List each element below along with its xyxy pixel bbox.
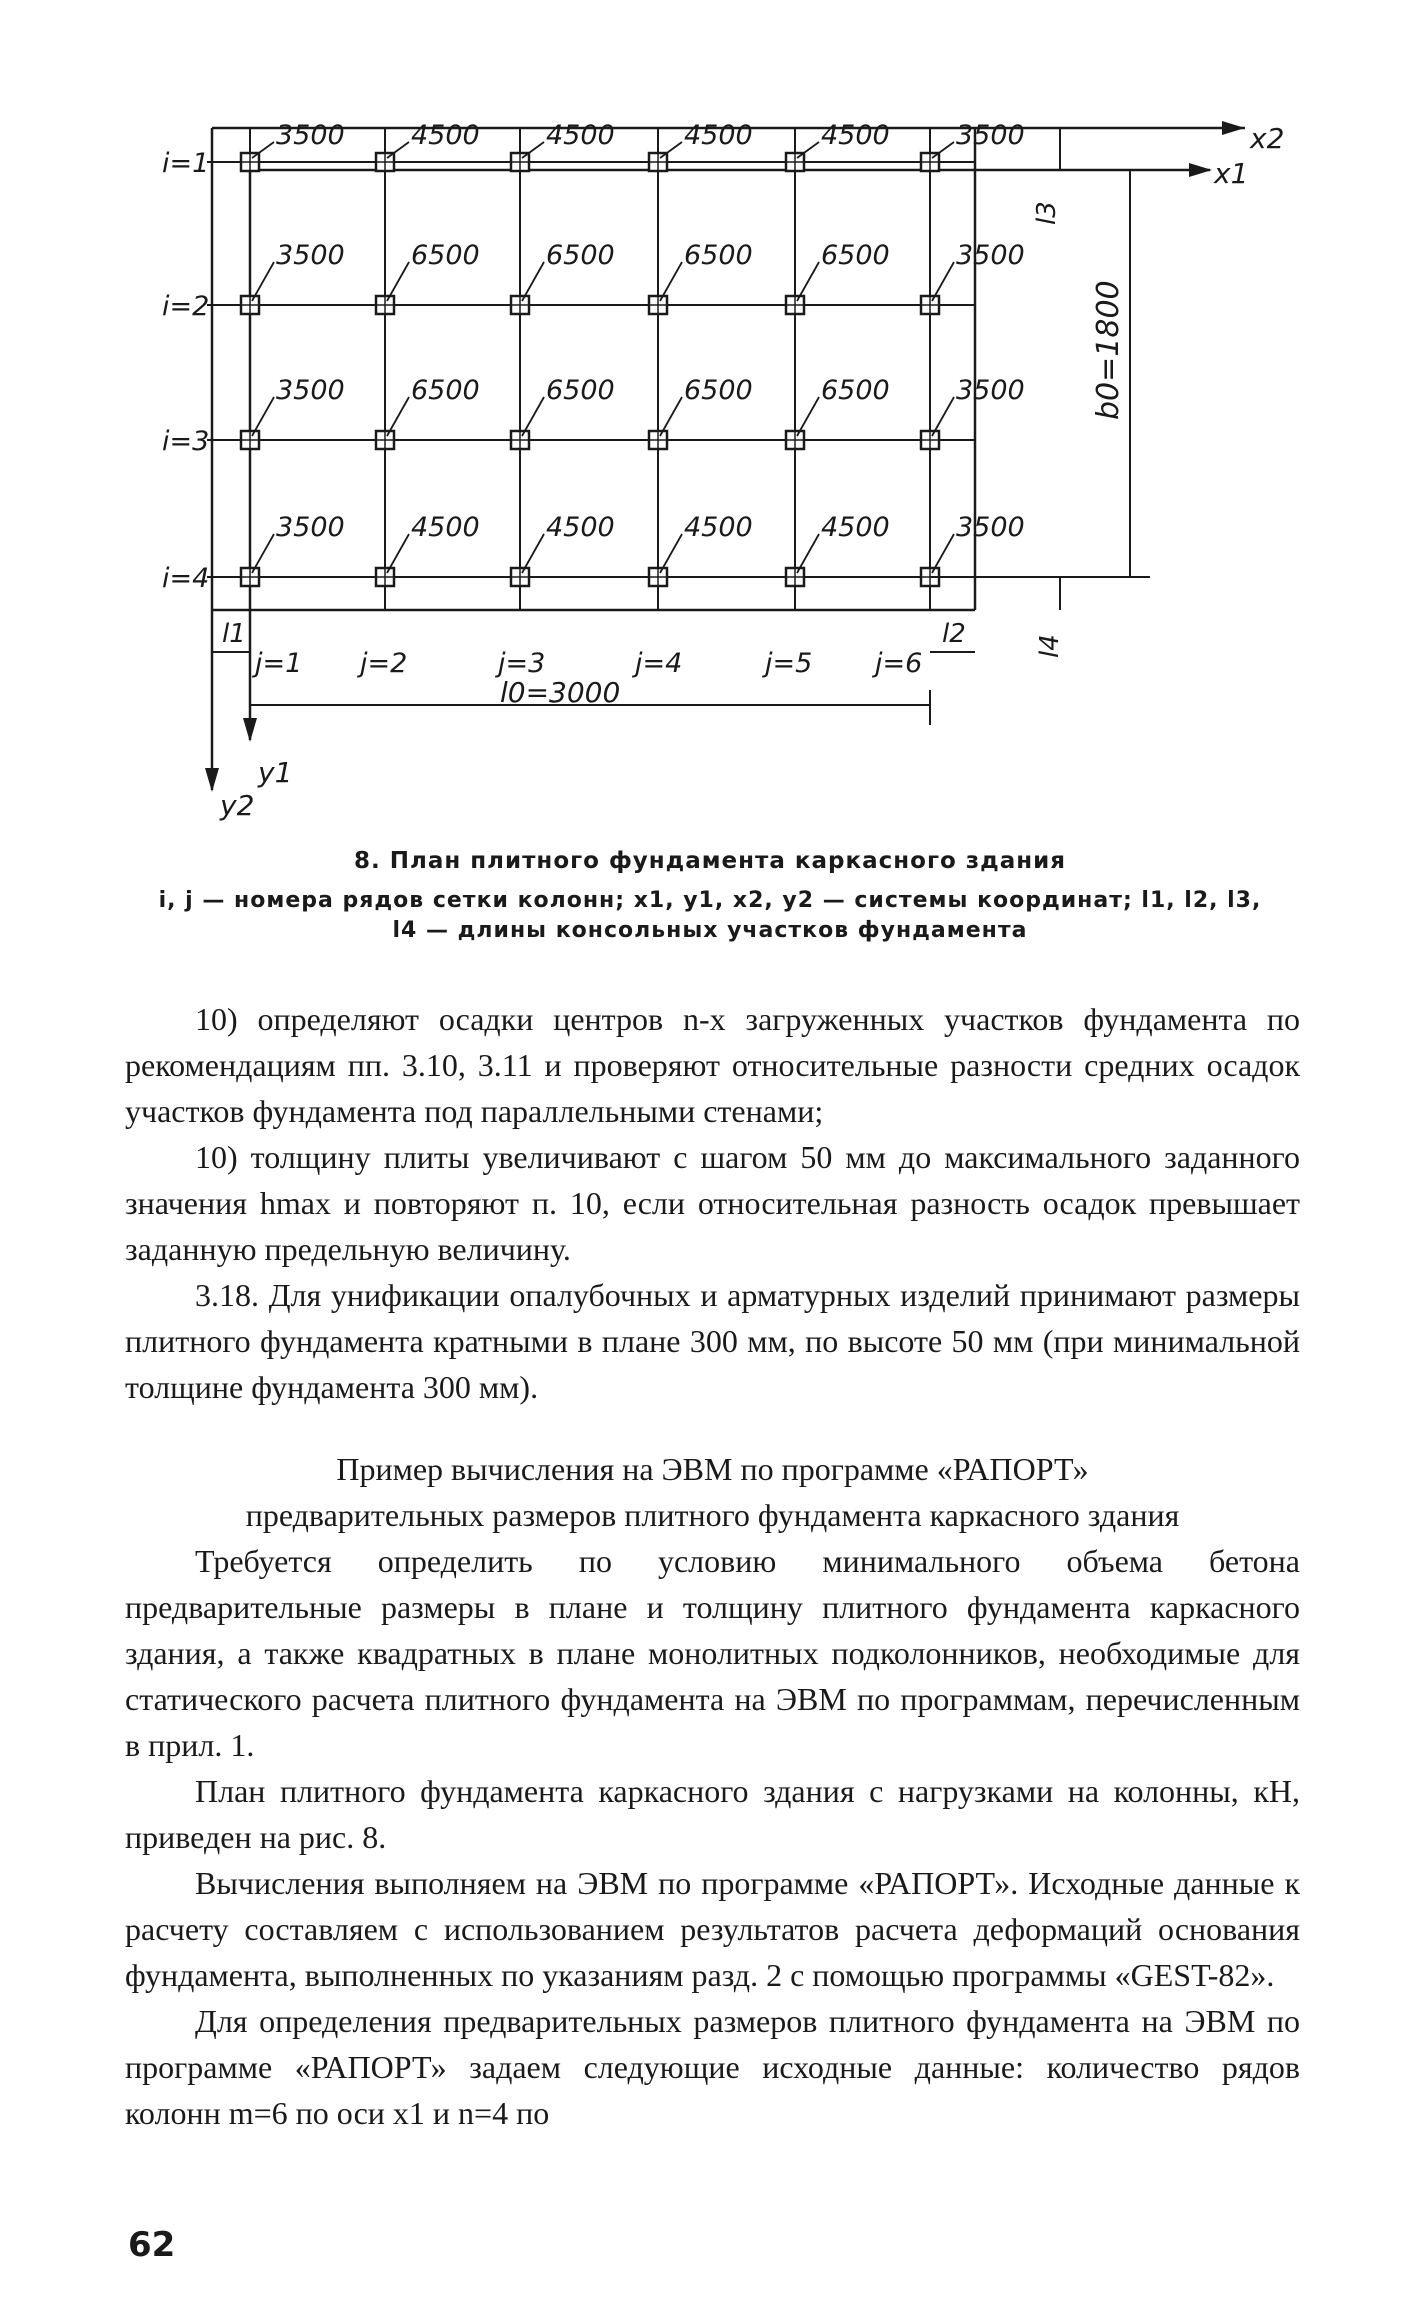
load-label: 6500	[684, 375, 753, 406]
load-leader-line	[932, 397, 954, 436]
axis-y2-label: y2	[220, 789, 255, 822]
load-label: 6500	[821, 375, 890, 406]
load-label: 6500	[411, 375, 480, 406]
row-label: i=3	[162, 426, 210, 457]
axis-x2-arrow	[1222, 121, 1245, 135]
load-label: 6500	[546, 240, 615, 271]
load-label: 4500	[821, 512, 890, 543]
col-label: j=4	[635, 648, 683, 679]
dim-b0-label: b0=1800	[1091, 280, 1126, 420]
body-text-block-1	[125, 996, 1300, 1410]
load-label: 3500	[276, 512, 345, 543]
caption-desc-line-2: l4 — длины консольных участков фундамента	[392, 918, 1028, 943]
axis-y2-arrow	[205, 768, 219, 792]
load-leader-line	[660, 262, 682, 301]
load-label: 4500	[684, 120, 753, 151]
load-label: 3500	[956, 512, 1025, 543]
load-leader-line	[522, 262, 544, 301]
paragraph-input-data: Для определения предварительных размеров плитного фундамента на ЭВМ по программе «РАПОРТ» задаем следующие исходные данные: количество рядов колонн m=6 по оси x1 и n=4 по	[125, 2003, 1300, 2131]
load-label: 6500	[821, 240, 890, 271]
row-label: i=2	[162, 291, 210, 322]
load-leader-line	[252, 534, 274, 573]
load-leader-line	[797, 534, 819, 573]
load-leader-line	[387, 397, 409, 436]
load-leader-line	[522, 397, 544, 436]
load-leader-line	[797, 142, 819, 158]
col-label: j=1	[255, 648, 303, 679]
load-leader-line	[387, 262, 409, 301]
load-label: 6500	[684, 240, 753, 271]
dim-l2-label: l2	[942, 619, 966, 649]
foundation-plan-drawing	[0, 0, 1422, 860]
load-leader-line	[252, 262, 274, 301]
row-label: i=1	[162, 148, 210, 179]
axis-x1-arrow	[1189, 163, 1212, 177]
section-heading-line-2: предварительных размеров плитного фундамента каркасного здания	[245, 1497, 1180, 1533]
paragraph-step-10a: 10) определяют осадки центров n-х загруженных участков фундамента по рекомендациям пп. 3.10, 3.11 и проверяют относительные разности средних осадок участков фундамента под параллельными стенами;	[125, 1001, 1300, 1129]
load-label: 4500	[546, 512, 615, 543]
figure-caption-description	[120, 886, 1300, 946]
foundation-plan-figure	[0, 0, 1422, 860]
load-label: 3500	[276, 120, 345, 151]
load-label: 3500	[956, 120, 1025, 151]
load-label: 4500	[411, 120, 480, 151]
load-label: 3500	[276, 375, 345, 406]
load-label: 6500	[411, 240, 480, 271]
load-leader-line	[932, 534, 954, 573]
load-leader-line	[252, 397, 274, 436]
load-label: 4500	[821, 120, 890, 151]
load-leader-line	[932, 142, 954, 158]
load-label: 3500	[956, 240, 1025, 271]
load-leader-line	[797, 397, 819, 436]
load-leader-line	[660, 397, 682, 436]
paragraph-computation: Вычисления выполняем на ЭВМ по программе «РАПОРТ». Исходные данные к расчету составляем с использованием результатов расчета деформаций основания фундамента, выполненных по указаниям разд. 2 с помощью программы «GEST-82».	[125, 1865, 1300, 1993]
load-leader-line	[387, 534, 409, 573]
load-leader-line	[522, 534, 544, 573]
axis-y1-label: y1	[258, 756, 293, 789]
load-leader-line	[522, 142, 544, 158]
dim-l1-label: l1	[222, 619, 246, 649]
load-label: 4500	[684, 512, 753, 543]
dim-l0-label: l0=3000	[500, 676, 621, 709]
col-label: j=2	[360, 648, 408, 679]
col-label: j=5	[765, 648, 813, 679]
load-label: 4500	[411, 512, 480, 543]
load-leader-line	[660, 534, 682, 573]
load-label: 6500	[546, 375, 615, 406]
load-label: 3500	[276, 240, 345, 271]
load-leader-line	[932, 262, 954, 301]
page-number: 62	[128, 2225, 176, 2265]
axis-y1-arrow	[243, 718, 257, 742]
load-label: 3500	[956, 375, 1025, 406]
paragraph-requirement: Требуется определить по условию минимального объема бетона предварительные размеры в плане и толщину плитного фундамента каркасного здания, а также квадратных в плане монолитных подколонников, необходимые для статического расчета плитного фундамента на ЭВМ по программам, перечисленным в прил. 1.	[125, 1543, 1300, 1763]
load-label: 4500	[546, 120, 615, 151]
section-heading-line-1: Пример вычисления на ЭВМ по программе «РАПОРТ»	[336, 1451, 1089, 1487]
paragraph-3-18: 3.18. Для унификации опалубочных и арматурных изделий принимают размеры плитного фундамента кратными в плане 300 мм, по высоте 50 мм (при минимальной толщине фундамента 300 мм).	[125, 1277, 1300, 1405]
axis-x2-label: x2	[1250, 122, 1285, 155]
load-leader-line	[797, 262, 819, 301]
paragraph-plan-reference: План плитного фундамента каркасного здания с нагрузками на колонны, кН, приведен на рис. 8.	[125, 1773, 1300, 1855]
load-leader-line	[660, 142, 682, 158]
row-label: i=4	[162, 563, 210, 594]
dim-l4-label: l4	[1035, 634, 1065, 658]
col-label: j=3	[498, 648, 546, 679]
load-leader-line	[387, 142, 409, 158]
body-text-block-2	[125, 1446, 1300, 2136]
col-label: j=6	[875, 648, 923, 679]
caption-desc-line-1: i, j — номера рядов сетки колонн; x1, y1, x2, y2 — системы координат; l1, l2, l3,	[158, 888, 1262, 913]
axis-x1-label: x1	[1214, 157, 1249, 190]
dim-l3-label: l3	[1032, 201, 1062, 225]
load-leader-line	[252, 142, 274, 158]
paragraph-step-10b: 10) толщину плиты увеличивают с шагом 50 мм до максимального заданного значения hmax и повторяют п. 10, если относительная разность осадок превышает заданную предельную величину.	[125, 1139, 1300, 1267]
figure-caption-title: 8. План плитного фундамента каркасного здания	[353, 848, 1067, 874]
